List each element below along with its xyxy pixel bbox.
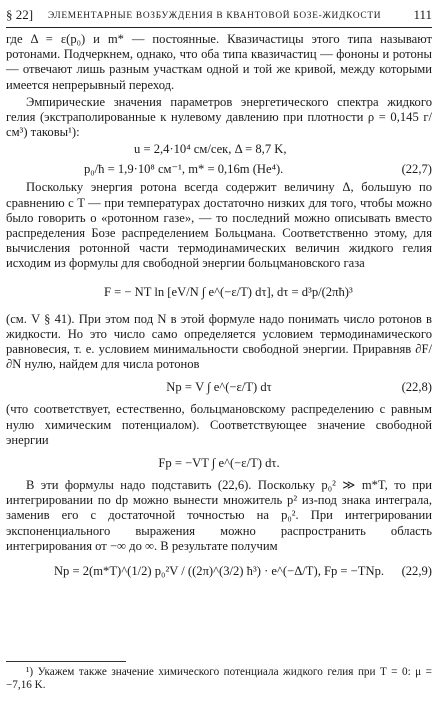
equation-free-energy [6, 272, 432, 312]
paragraph-2: Эмпирические значения параметров энергетического спектра жидкого гелия (экстраполированные к нулевому давлению при плотности ρ = 0,145 г/см³) таковы¹): [6, 94, 432, 140]
paragraph-4: (см. V § 41). При этом под N в этой формуле надо понимать число ротонов в жидкости. Но это число само определяется условием термодинамического равновесия, т. е. условием минимальности свободной энергии. Приравняв ∂F/∂N нулю, найдем для числа ротонов [6, 311, 432, 372]
section-ref: § 22] [6, 7, 34, 22]
equation-number-22-9: (22,9) [401, 564, 432, 579]
footnote [6, 666, 432, 693]
equation-22-9 [6, 554, 432, 588]
equation-free-energy-rotons [6, 448, 432, 478]
equation-22-8 [6, 372, 432, 402]
equation-22-7-line2 [6, 159, 432, 180]
equation-22-8-body: Nр = V ∫ e^(−ε/T) dτ [166, 380, 272, 395]
footnote-text: ¹) Укажем также значение химического потенциала жидкого гелия при T = 0: μ = −7,16 K. [6, 666, 432, 692]
page-number: 111 [413, 7, 432, 22]
equation-free-energy-rotons-body: Fр = −VT ∫ e^(−ε/T) dτ. [158, 456, 280, 471]
equation-free-energy-body: F = − NT ln [eV/N ∫ e^(−ε/T) dτ], dτ = d³p/(2πħ)³ [104, 284, 353, 299]
equation-22-7-line1: u = 2,4·10⁴ см/сек, Δ = 8,7 K, [134, 142, 287, 157]
equation-22-9-body: Nр = 2(m*T)^(1/2) p₀²V / ((2π)^(3/2) ħ³) · e^(−Δ/T), Fр = −TNр. [53, 564, 385, 579]
equation-number-22-8: (22,8) [401, 380, 432, 395]
paragraph-5: (что соответствует, естественно, больцмановскому распределению с равным нулю химическим потенциалом). Соответствующее значение свободной энергии [6, 402, 432, 447]
equation-22-7-body: p₀/ħ = 1,9·10⁸ см⁻¹, m* = 0,16m (He⁴). [84, 162, 284, 177]
header-rule [6, 27, 432, 28]
equation-number-22-7: (22,7) [401, 162, 432, 177]
paragraph-1: где Δ = ε(p₀) и m* — постоянные. Квазичастицы этого типа называют ротонами. Подчеркнем, однако, что оба типа квазичастиц — фононы и ротоны — отвечают лишь разным участкам одной и той же кривой, между которыми имеется непрерывный переход. [6, 32, 432, 92]
footnote-rule [6, 661, 126, 662]
header-title: ЭЛЕМЕНТАРНЫЕ ВОЗБУЖДЕНИЯ В КВАНТОВОЙ БОЗЕ-ЖИДКОСТИ [48, 11, 382, 21]
running-header [6, 7, 432, 27]
paragraph-3: Поскольку энергия ротона всегда содержит величину Δ, большую по сравнению с T — при температурах достаточно низких для того, чтобы можно было говорить о «ротонном газе», — то последний можно описывать вместо распределения Бозе распределением Больцмана. Соответственно этому, для вычисления ротонной части термодинамических величин жидкого гелия исходим из формулы для свободной энергии больцмановского газа [6, 180, 432, 271]
paragraph-6: В эти формулы надо подставить (22,6). Поскольку p₀² ≫ m*T, то при интегрировании по dp можно вынести множитель p² из-под знака интеграла, заменив его с достаточной точностью на p₀². При интегрировании экспоненциального выражения можно распространить область интегрирования от −∞ до ∞. В результате получим [6, 478, 432, 553]
